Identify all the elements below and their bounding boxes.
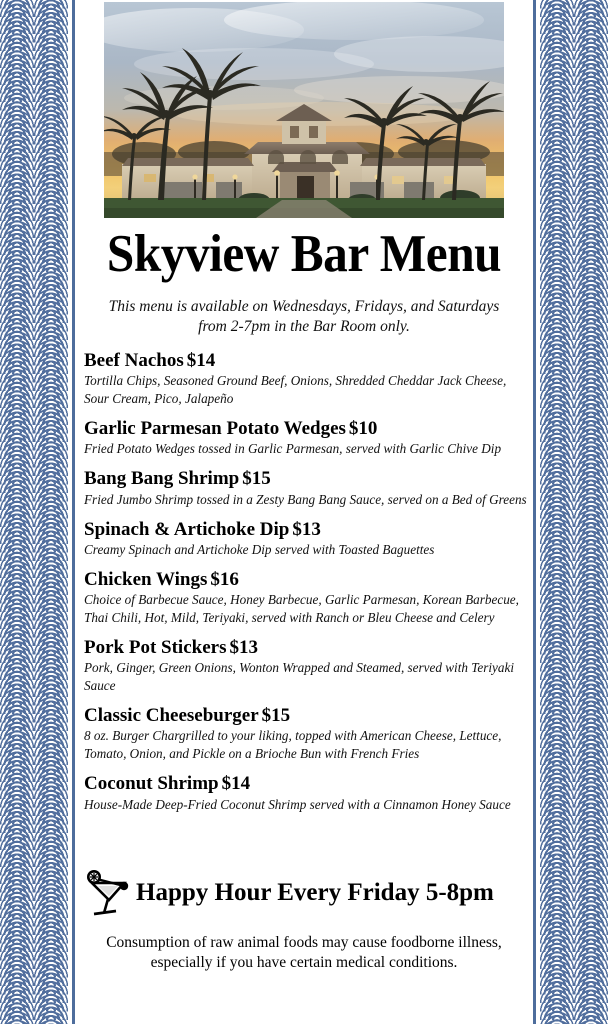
menu-item-description: Fried Potato Wedges tossed in Garlic Parmesan, served with Garlic Chive Dip <box>84 441 502 457</box>
menu-availability-note <box>96 297 512 338</box>
food-safety-disclaimer <box>86 933 522 973</box>
menu-item-heading <box>84 468 528 489</box>
seigaiha-wave-border-right <box>540 0 608 1024</box>
menu-item <box>84 705 528 763</box>
menu-item-price: $13 <box>292 518 321 540</box>
menu-item <box>84 418 528 458</box>
menu-item-price: $14 <box>186 350 216 371</box>
menu-item-price: $16 <box>210 568 239 590</box>
availability-line-1: This menu is available on Wednesdays, Fridays, and Saturdays <box>108 298 500 315</box>
disclaimer-line-2: especially if you have certain medical conditions. <box>150 953 458 971</box>
menu-item-description: Fried Jumbo Shrimp tossed in a Zesty Bang Bang Sauce, served on a Bed of Greens <box>84 491 527 507</box>
menu-item-heading <box>84 418 528 439</box>
seigaiha-wave-border-left <box>0 0 68 1024</box>
menu-item-description: Creamy Spinach and Artichoke Dip served with Toasted Baguettes <box>84 541 435 557</box>
page-title: Skyview Bar Menu <box>106 225 502 283</box>
border-rule-right <box>533 0 536 1024</box>
menu-item <box>84 519 528 559</box>
menu-item-price: $15 <box>261 705 291 727</box>
menu-item-description: Pork, Ginger, Green Onions, Wonton Wrapped and Steamed, served with Teriyaki Sauce <box>84 660 515 694</box>
happy-hour-text: Happy Hour Every Friday 5-8pm <box>136 878 494 906</box>
menu-item-name: Chicken Wings <box>84 568 208 590</box>
availability-line-2: from 2-7pm in the Bar Room only. <box>198 318 410 336</box>
menu-item-name: Pork Pot Stickers <box>84 637 227 658</box>
menu-item-description: House-Made Deep-Fried Coconut Shrimp served with a Cinnamon Honey Sauce <box>84 796 511 812</box>
menu-item-price: $13 <box>229 637 258 658</box>
menu-item-name: Classic Cheeseburger <box>84 705 259 727</box>
menu-item-name: Garlic Parmesan Potato Wedges <box>84 418 346 440</box>
menu-item-name: Coconut Shrimp <box>84 773 219 795</box>
menu-item <box>84 468 528 508</box>
menu-item-price: $10 <box>348 418 378 440</box>
menu-item <box>84 350 528 408</box>
menu-item-list <box>84 350 528 824</box>
menu-item-name: Bang Bang Shrimp <box>84 468 240 490</box>
menu-item-heading <box>84 637 528 658</box>
menu-item-heading <box>84 519 528 540</box>
menu-item-heading <box>84 569 528 590</box>
menu-item-description: 8 oz. Burger Chargrilled to your liking, topped with American Cheese, Lettuce, Tomato, Onion, and Pickle on a Brioche Bun with French Fries <box>84 728 502 762</box>
menu-content-column <box>76 0 532 1024</box>
menu-item-heading <box>84 350 528 371</box>
menu-item-description: Choice of Barbecue Sauce, Honey Barbecue, Garlic Parmesan, Korean Barbecue, Thai Chili, Hot, Mild, Teriyaki, served with Ranch or Bleu Cheese and Celery <box>84 592 519 626</box>
menu-item-name: Spinach & Artichoke Dip <box>84 518 290 540</box>
clubhouse-photo <box>104 2 504 218</box>
menu-item <box>84 773 528 813</box>
menu-item-name: Beef Nachos <box>84 350 184 371</box>
border-rule-left <box>72 0 75 1024</box>
menu-item-price: $14 <box>221 773 251 795</box>
menu-item-price: $15 <box>242 468 271 490</box>
cocktail-glass-icon <box>84 866 132 918</box>
menu-item <box>84 637 528 695</box>
disclaimer-line-1: Consumption of raw animal foods may cause foodborne illness, <box>106 934 502 951</box>
menu-item <box>84 569 528 627</box>
happy-hour-banner <box>84 866 532 918</box>
menu-item-description: Tortilla Chips, Seasoned Ground Beef, Onions, Shredded Cheddar Jack Cheese, Sour Cream, Pico, Jalapeño <box>84 373 507 407</box>
menu-item-heading <box>84 773 528 794</box>
menu-item-heading <box>84 705 528 726</box>
